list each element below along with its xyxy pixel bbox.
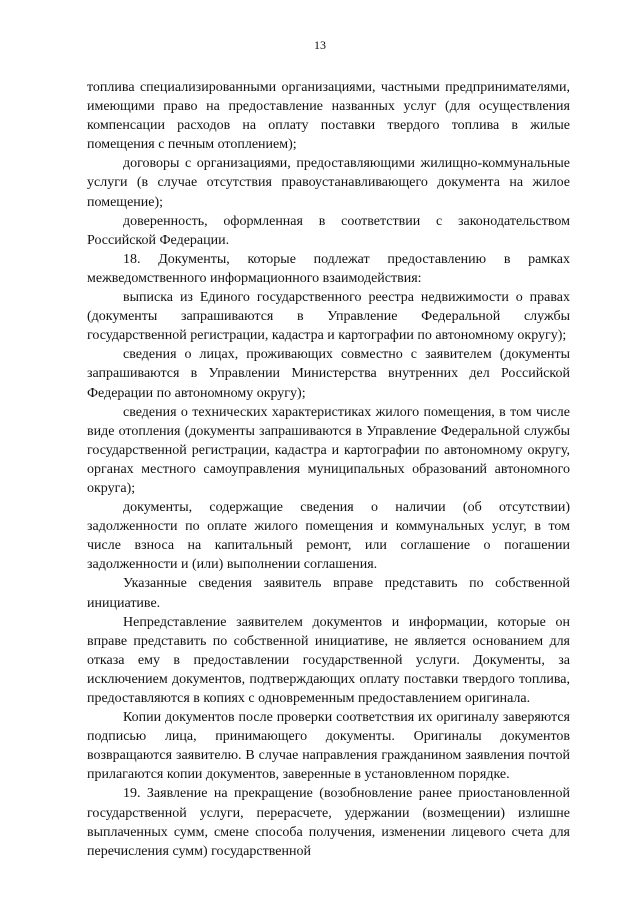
paragraph: сведения о лицах, проживающих совместно с заявителем (документы запрашиваются в Управлении Министерства внутренних дел Российской Федерации по автономному округу); — [87, 347, 570, 401]
paragraph: доверенность, оформленная в соответствии с законодательством Российской Федерации. — [87, 213, 570, 248]
paragraph: договоры с организациями, предоставляющими жилищно-коммунальные услуги (в случае отсутствия правоустанавливающего документа на жилое помещение); — [87, 156, 570, 210]
paragraph: Непредставление заявителем документов и информации, которые он вправе представить по собственной инициативе, не является основанием для отказа ему в предоставлении государственной услуги. Документы, за исключением документов, подтверждающих оплату поставки твердого топлива, предоставляются в копиях с одновременным предоставлением оригинала. — [87, 614, 570, 706]
paragraph: топлива специализированными организациями, частными предпринимателями, имеющими право на предоставление названных услуг (для осуществления компенсации расходов на оплату поставки твердого топлива в жилые помещения с печным отоплением); — [87, 80, 570, 153]
paragraph: выписка из Единого государственного реестра недвижимости о правах (документы запрашиваются в Управление Федеральной службы государственной регистрации, кадастра и картографии по автономному округу); — [87, 290, 570, 344]
paragraph: документы, содержащие сведения о наличии (об отсутствии) задолженности по оплате жилого помещения и коммунальных услуг, в том числе взноса на капитальный ремонт, или соглашение о погашении задолженности и (или) выполнении соглашения. — [87, 500, 570, 573]
paragraph: 18. Документы, которые подлежат предоставлению в рамках межведомственного информационного взаимодействия: — [87, 251, 570, 286]
paragraph: 19. Заявление на прекращение (возобновление ранее приостановленной государственной услуги, перерасчете, удержании (возмещении) излишне выплаченных сумм, смене способа получения, изменении лицевого счета для перечисления сумм) государственной — [87, 786, 570, 859]
page-number: 13 — [314, 38, 326, 52]
paragraph: Копии документов после проверки соответствия их оригиналу заверяются подписью лица, принимающего документы. Оригиналы документов возвращаются заявителю. В случае направления гражданином заявления почтой прилагаются копии документов, заверенные в установленном порядке. — [87, 710, 570, 783]
paragraph: Указанные сведения заявитель вправе представить по собственной инициативе. — [87, 576, 570, 611]
body-text — [87, 78, 570, 861]
paragraph: сведения о технических характеристиках жилого помещения, в том числе виде отопления (документы запрашиваются в Управление Федеральной службы государственной регистрации, кадастра и картографии по автономному округу, органах местного самоуправления муниципальных образований автономного округа); — [87, 404, 570, 496]
